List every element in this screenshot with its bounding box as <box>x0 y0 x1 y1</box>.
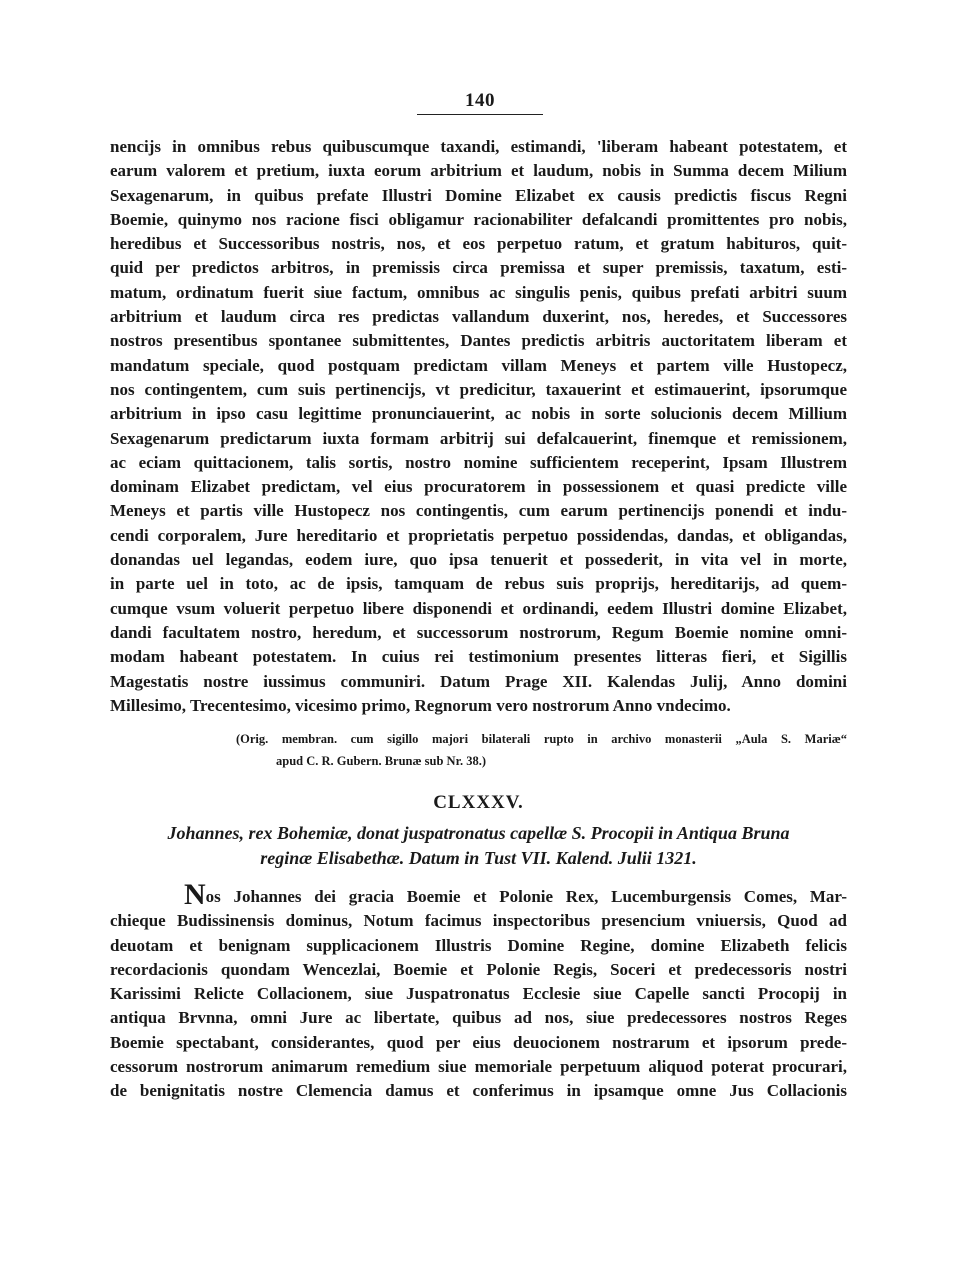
text-line: de benignitatis nostre Clemencia damus et conferimus in ipsamque omne Jus Collacionis <box>110 1081 847 1101</box>
text-line: Boemie, quinymo nos racione fisci obligamur racionabiliter defalcandi promittentes pro nobis, <box>110 209 847 229</box>
text-line: heredibus et Successoribus nostris, nos, et eos perpetuo ratum, et gratum habituros, quit- <box>110 234 847 254</box>
text-line: recordacionis quondam Wencezlai, Boemie et Polonie Regis, Soceri et predecessoris nostri <box>110 959 847 979</box>
text-line: dandi facultatem nostro, heredum, et successorum nostrorum, Regum Boemie nomine omni- <box>110 622 847 642</box>
page-number: 140 <box>417 88 543 115</box>
text-line: modam habeant potestatem. In cuius rei testimonium presentes litteras fieri, et Sigillis <box>110 647 847 667</box>
text-line: donandas uel legandas, eodem iure, quo ipsa tenuerit et possederit, in vita vel in morte, <box>110 550 847 570</box>
text-line: cendi corporalem, Jure hereditario et proprietatis perpetuo possidendas, dandas, et obligandas, <box>110 525 847 545</box>
text-line: chieque Budissinensis dominus, Notum facimus inspectoribus presencium vniuersis, Quod ad <box>110 911 847 931</box>
text-line: Sexagenarum predictarum iuxta formam arbitrij sui defalcauerint, finemque et remissionem, <box>110 428 847 448</box>
text-line: Millesimo, Trecentesimo, vicesimo primo, Regnorum vero nostrorum Anno vndecimo. <box>110 695 731 715</box>
text-line: deuotam et benignam supplicacionem Illustris Domine Regine, domine Elizabeth felicis <box>110 935 847 955</box>
text-line: cessorum nostrorum animarum remedium siue memoriale perpetuum aliquod poterat procurari, <box>110 1057 847 1077</box>
text-line: matum, ordinatum fuerit siue factum, omnibus ac singulis penis, quibus prefati arbitri suum <box>110 282 847 302</box>
text-line: quid per predictos arbitros, in premissis circa premissa et super premissis, taxatum, esti- <box>110 258 847 278</box>
text-line: ac eciam quittacionem, talis sortis, nostro nomine sufficientem receperint, Ipsam Illustrem <box>110 452 847 472</box>
text-line: arbitrium et laudum circa res predictas vallandum duxerint, nos, heredes, et Successores <box>110 307 847 327</box>
text-line: Magestatis nostre iussimus communiri. Datum Prage XII. Kalendas Julij, Anno domini <box>110 671 847 691</box>
text-line <box>110 878 847 911</box>
text-line: nostros presentibus spontanee submittentes, Dantes predictis arbitris auctoritatem liberam et <box>110 331 847 351</box>
first-line-text: os Johannes dei gracia Boemie et Polonie Rex, Lucemburgensis Comes, Mar- <box>205 887 847 906</box>
text-line: earum valorem et pretium, iuxta eorum arbitrium et laudum, nobis in Summa decem Milium <box>110 161 847 181</box>
text-line: Sexagenarum, in quibus prefate Illustri Domine Elizabet ex causis predictis fiscus Regni <box>110 185 847 205</box>
text-line: antiqua Brvnna, omni Jure ac libertate, quibus ad nos, siue predecessores nostros Reges <box>110 1008 847 1028</box>
text-line: dominam Elizabet predictam, vel eius procuratorem in possessionem et quasi predicte ville <box>110 477 847 497</box>
text-line: in parte uel in toto, ac de ipsis, tamquam de rebus suis proprijs, hereditarijs, ad quem- <box>110 574 847 594</box>
text-line: Meneys et partis ville Hustopecz nos contingentis, cum earum pertinencijs ponendi et indu- <box>110 501 847 521</box>
text-line: mandatum speciale, quod postquam predictam villam Meneys et partem ville Hustopecz, <box>110 355 847 375</box>
text-line: Boemie spectabant, considerantes, quod per eius deuocionem nostrarum et ipsorum prede- <box>110 1032 847 1052</box>
text-line: Karissimi Relicte Collacionem, siue Juspatronatus Ecclesie siue Capelle sancti Procopij in <box>110 984 847 1004</box>
document-heading: reginæ Elisabethæ. Datum in Tust VII. Kalend. Julii 1321. <box>260 848 697 868</box>
document-1-body <box>110 135 847 718</box>
document-number: CLXXXV. <box>433 792 524 813</box>
text-line: nos contingentem, cum suis pertinencijs, vt predicitur, taxauerint et estimauerint, ipsorumque <box>110 379 847 399</box>
text-line: nencijs in omnibus rebus quibuscumque taxandi, estimandi, 'liberam habeant potestatem, et <box>110 137 847 156</box>
drop-initial: N <box>184 878 206 911</box>
source-note: (Orig. membran. cum sigillo majori bilaterali rupto in archivo monasterii „Aula S. Mariæ“ <box>236 732 847 746</box>
text-line: cumque vsum voluerit perpetuo libere disponendi et ordinandi, eedem Illustri domine Elizabet, <box>110 598 847 618</box>
text-line: arbitrium in ipso casu legittime pronunciauerint, ac nobis in sorte solucionis decem Millium <box>110 404 847 424</box>
document-2-body <box>110 878 847 1104</box>
document-heading: Johannes, rex Bohemiæ, donat juspatronatus capellæ S. Procopii in Antiqua Bruna <box>167 823 790 843</box>
source-note: apud C. R. Gubern. Brunæ sub Nr. 38.) <box>276 754 487 768</box>
